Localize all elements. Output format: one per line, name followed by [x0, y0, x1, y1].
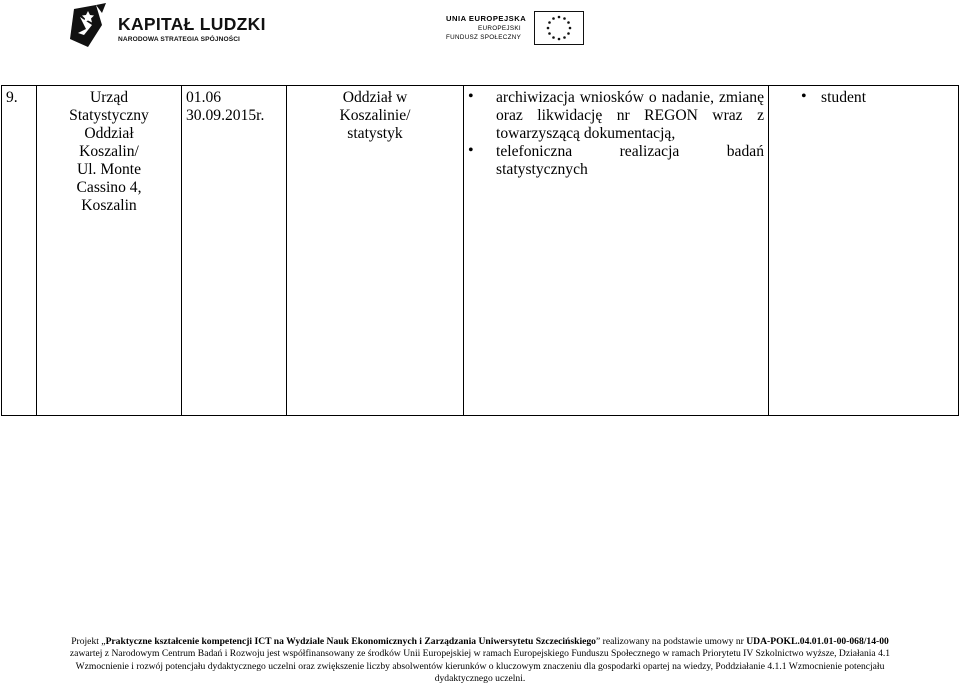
kapital-ludzki-subtitle: NARODOWA STRATEGIA SPÓJNOŚCI [118, 36, 240, 43]
table-row [2, 86, 959, 416]
dates-cell [182, 86, 287, 416]
end-date: 30.09.2015r. [186, 107, 265, 124]
institution-line: Cassino 4, [76, 179, 142, 196]
institution-line: Koszalin [81, 197, 137, 214]
department-line: Oddział w [342, 89, 408, 106]
footer-prefix: Projekt „ [71, 636, 106, 647]
project-footer [0, 636, 960, 685]
kapital-ludzki-title: KAPITAŁ LUDZKI [118, 14, 266, 34]
footer-line-2: zawartej z Narodowym Centrum Badań i Rozwoju jest współfinansowany ze środków Unii Europejskiej w ramach Europejskiego Funduszu Społecznego w ramach Priorytetu IV Szkolnictwo wyższe, Działania 4.1 [69, 648, 891, 660]
tasks-list [468, 89, 764, 179]
department-line: statystyk [347, 125, 403, 142]
institution-cell [37, 86, 182, 416]
kapital-ludzki-logo [66, 3, 266, 49]
footer-contract-number: UDA-POKL.04.01.01-00-068/14-00 [746, 636, 889, 647]
eu-fund-logo [444, 10, 588, 50]
department-cell [287, 86, 464, 416]
row-number: 9. [2, 86, 37, 416]
participant-cell [769, 86, 959, 416]
institution-line: Statystyczny [69, 107, 149, 124]
institution-line: Urząd [89, 89, 129, 106]
eu-line2: EUROPEJSKI [478, 25, 521, 32]
institution-line: Koszalin/ [79, 143, 139, 160]
tasks-cell [464, 86, 769, 416]
eu-title: UNIA EUROPEJSKA [446, 14, 527, 23]
task-item: • telefoniczna realizacja badań statystycznych [468, 143, 764, 179]
footer-line-4: dydaktycznego uczelni. [434, 672, 526, 684]
eu-flag-icon [534, 11, 584, 45]
internship-table [1, 85, 959, 416]
footer-line-3: Wzmocnienie i rozwój potencjału dydaktycznego uczelni oraz zwiększenie liczby absolwentów kierunków o kluczowym znaczeniu dla gospodarki opartej na wiedzy, Poddziałanie 4.1.1 Wzmocnienie potencjału [75, 660, 885, 672]
start-date: 01.06 [186, 89, 222, 106]
institution-line: Oddział [84, 125, 134, 142]
participant-label: • student [773, 89, 954, 107]
eu-line3: FUNDUSZ SPOŁECZNY [446, 34, 522, 41]
institution-line: Ul. Monte [76, 161, 142, 178]
kapital-ludzki-emblem-icon [66, 3, 110, 49]
department-line: Koszalinie/ [339, 107, 411, 124]
footer-mid: ” realizowany na podstawie umowy nr [595, 636, 747, 647]
task-item: • archiwizacja wniosków o nadanie, zmianę oraz likwidację nr REGON wraz z towarzyszącą dokumentacją, [468, 89, 764, 143]
footer-line-1 [0, 636, 960, 648]
footer-project-title: Praktyczne kształcenie kompetencji ICT na Wydziale Nauk Ekonomicznych i Zarządzania Uniwersytetu Szczecińskiego [105, 636, 596, 647]
